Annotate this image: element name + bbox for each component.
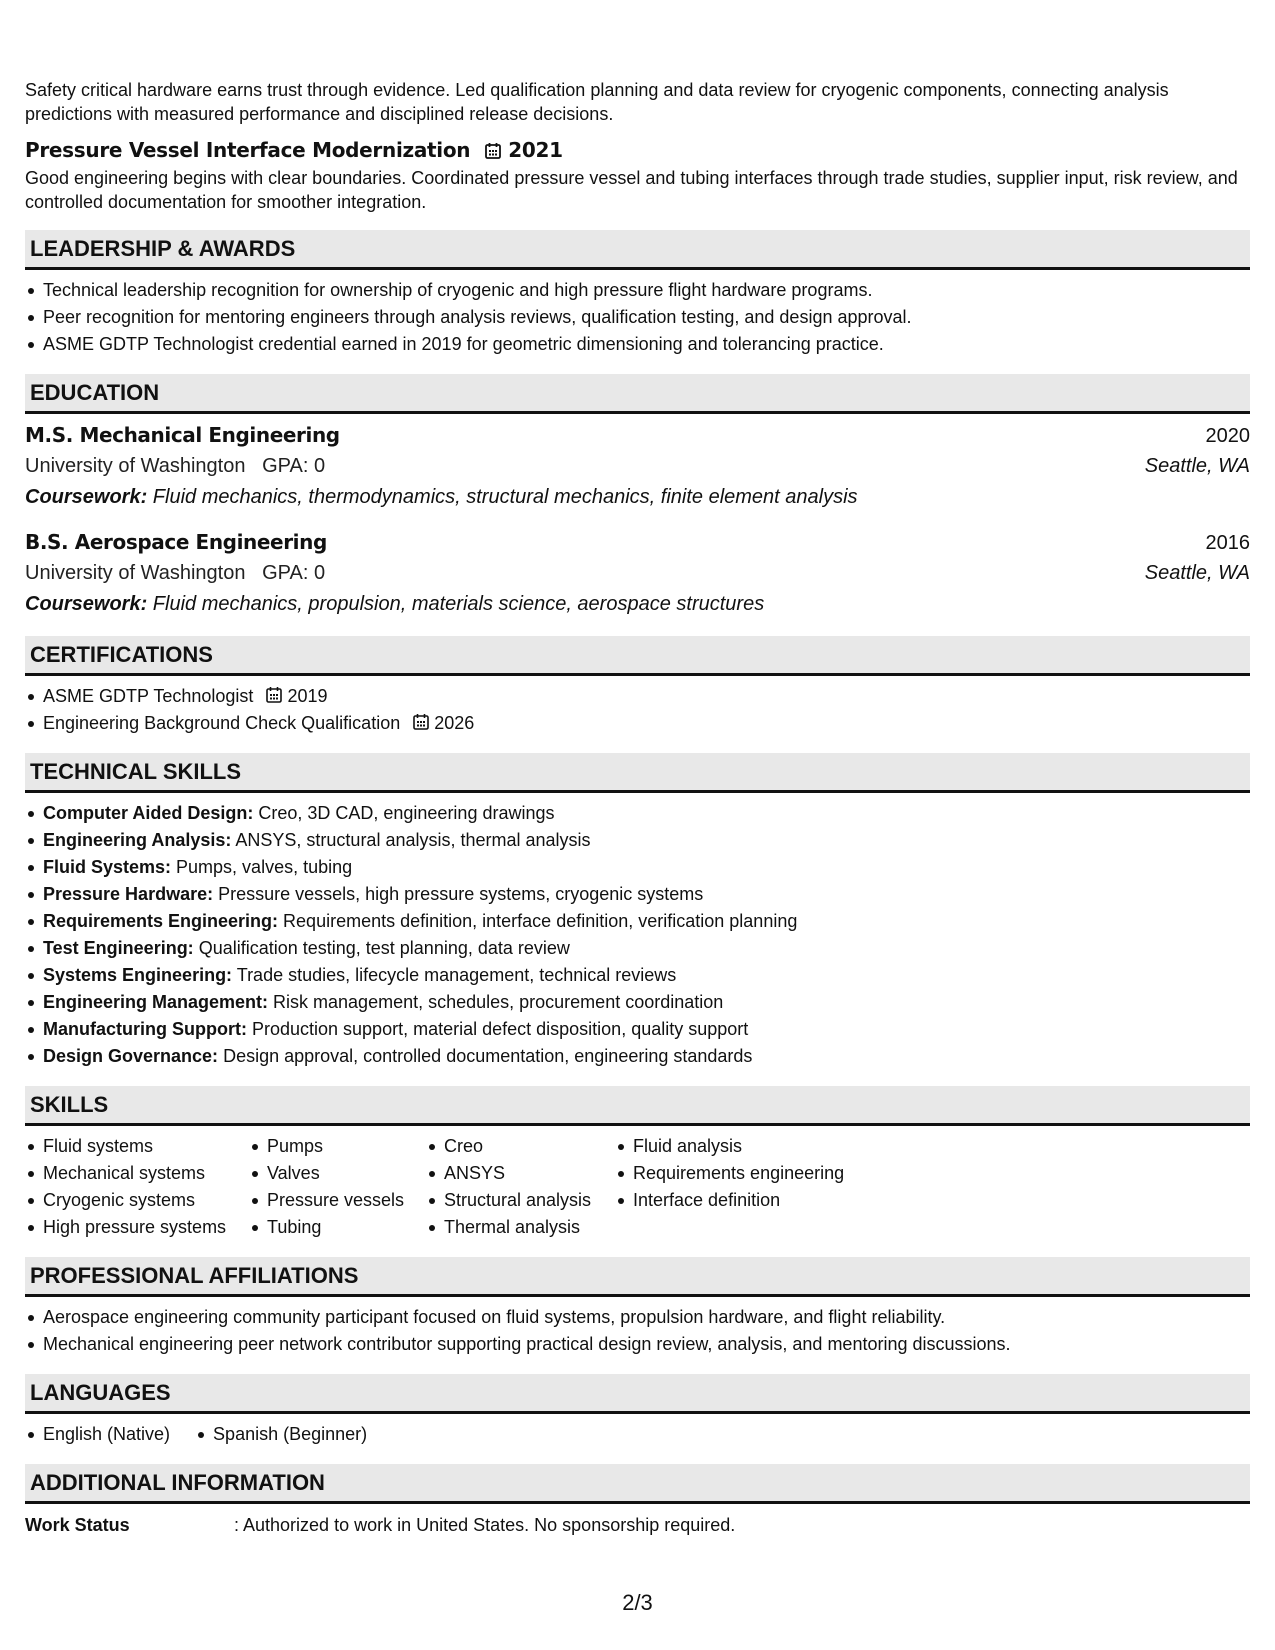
school: University of Washington GPA: 0 [25, 455, 326, 477]
list-item: Mechanical systems [25, 1160, 249, 1187]
education-entry [25, 527, 1250, 620]
skills-column [249, 1133, 426, 1241]
list-item: Peer recognition for mentoring engineers through analysis reviews, qualification testing, and design approval. [25, 304, 1250, 331]
section-header-technical-skills: TECHNICAL SKILLS [25, 753, 1250, 793]
list-item: Technical leadership recognition for ownership of cryogenic and high pressure flight hardware programs. [25, 277, 1250, 304]
leadership-list [25, 277, 1250, 358]
section-header-additional-info: ADDITIONAL INFORMATION [25, 1464, 1250, 1504]
list-item: Requirements engineering [615, 1160, 844, 1187]
work-status-row [25, 1513, 1250, 1537]
coursework [25, 588, 1250, 620]
page-number: 2/3 [622, 1590, 653, 1615]
skills-column [426, 1133, 615, 1241]
coursework-label: Coursework: [25, 486, 148, 508]
degree: B.S. Aerospace Engineering [25, 530, 327, 554]
list-item: ASME GDTP Technologist credential earned in 2019 for geometric dimensioning and tolerancing practice. [25, 331, 1250, 358]
project-year: 2021 [508, 138, 563, 162]
list-item: Fluid analysis [615, 1133, 844, 1160]
list-item [25, 854, 1250, 881]
calendar-icon [484, 142, 502, 160]
resume-page [25, 78, 1250, 1537]
graduation-year: 2016 [1205, 532, 1250, 554]
project-description: Good engineering begins with clear boundaries. Coordinated pressure vessel and tubing interfaces through trade studies, supplier input, risk review, and controlled documentation for smoother integration. [25, 168, 1238, 212]
list-item [25, 800, 1250, 827]
skill-values: Trade studies, lifecycle management, technical reviews [232, 965, 677, 985]
skill-values: Requirements definition, interface definition, verification planning [278, 911, 798, 931]
skill-values: Risk management, schedules, procurement coordination [268, 992, 724, 1012]
list-item: Pumps [249, 1133, 426, 1160]
list-item: Spanish (Beginner) [195, 1421, 367, 1448]
skill-values: Pumps, valves, tubing [171, 857, 353, 877]
list-item: Pressure vessels [249, 1187, 426, 1214]
section-header-education: EDUCATION [25, 374, 1250, 414]
list-item: Valves [249, 1160, 426, 1187]
coursework-text: Fluid mechanics, thermodynamics, structural mechanics, finite element analysis [147, 486, 858, 508]
project-title-row [25, 136, 1250, 164]
list-item [25, 935, 1250, 962]
skill-values: ANSYS, structural analysis, thermal analysis [231, 830, 591, 850]
certification-name: ASME GDTP Technologist [43, 686, 254, 706]
list-item: Mechanical engineering peer network contributor supporting practical design review, analysis, and mentoring discussions. [25, 1331, 1250, 1358]
list-item: Creo [426, 1133, 615, 1160]
affiliations-list [25, 1304, 1250, 1358]
list-item [25, 827, 1250, 854]
graduation-year: 2020 [1205, 425, 1250, 447]
skill-values: Design approval, controlled documentation, engineering standards [218, 1046, 753, 1066]
skill-category: Systems Engineering: [43, 965, 233, 985]
language-item-wrap [25, 1421, 170, 1448]
calendar-icon [412, 713, 430, 731]
language-item-wrap [195, 1421, 367, 1448]
list-item: Fluid systems [25, 1133, 249, 1160]
skill-values: Production support, material defect disposition, quality support [246, 1019, 749, 1039]
skill-category: Manufacturing Support: [43, 1019, 247, 1039]
list-item: ANSYS [426, 1160, 615, 1187]
work-status-label: Work Status [25, 1515, 130, 1535]
skill-values: Creo, 3D CAD, engineering drawings [253, 803, 555, 823]
skill-category: Pressure Hardware: [43, 884, 214, 904]
list-item [25, 1016, 1250, 1043]
degree: M.S. Mechanical Engineering [25, 423, 340, 447]
skill-values: Qualification testing, test planning, data review [193, 938, 570, 958]
skill-category: Test Engineering: [43, 938, 194, 958]
list-item [25, 683, 1250, 710]
list-item [25, 989, 1250, 1016]
location: Seattle, WA [1144, 562, 1250, 584]
list-item: High pressure systems [25, 1214, 249, 1241]
skill-category: Computer Aided Design: [43, 803, 254, 823]
project-title: Pressure Vessel Interface Modernization [25, 138, 471, 162]
skill-category: Design Governance: [43, 1046, 219, 1066]
list-item: Cryogenic systems [25, 1187, 249, 1214]
intro-paragraph: Safety critical hardware earns trust through evidence. Led qualification planning and data review for cryogenic components, connecting analysis predictions with measured performance and disciplined release decisions. [25, 80, 1169, 124]
skill-values: Pressure vessels, high pressure systems, cryogenic systems [213, 884, 704, 904]
skills-grid [25, 1133, 1250, 1241]
list-item [25, 1043, 1250, 1070]
list-item [25, 881, 1250, 908]
skill-category: Requirements Engineering: [43, 911, 279, 931]
skills-column [25, 1133, 249, 1241]
skill-category: Engineering Analysis: [43, 830, 232, 850]
certification-name: Engineering Background Check Qualification [43, 713, 401, 733]
coursework [25, 481, 1250, 513]
technical-skills-list [25, 800, 1250, 1070]
coursework-text: Fluid mechanics, propulsion, materials science, aerospace structures [147, 593, 765, 615]
section-header-certifications: CERTIFICATIONS [25, 636, 1250, 676]
skill-category: Engineering Management: [43, 992, 269, 1012]
coursework-label: Coursework: [25, 593, 148, 615]
school: University of Washington GPA: 0 [25, 562, 326, 584]
list-item: Tubing [249, 1214, 426, 1241]
certification-year: 2026 [434, 713, 475, 733]
section-header-affiliations: PROFESSIONAL AFFILIATIONS [25, 1257, 1250, 1297]
list-item: Structural analysis [426, 1187, 615, 1214]
list-item: Interface definition [615, 1187, 844, 1214]
languages-list [25, 1421, 1250, 1448]
list-item: English (Native) [25, 1421, 170, 1448]
section-header-skills: SKILLS [25, 1086, 1250, 1126]
skills-column [615, 1133, 844, 1241]
section-header-languages: LANGUAGES [25, 1374, 1250, 1414]
skill-category: Fluid Systems: [43, 857, 172, 877]
list-item: Aerospace engineering community participant focused on fluid systems, propulsion hardware, and flight reliability. [25, 1304, 1250, 1331]
list-item [25, 710, 1250, 737]
section-header-leadership: LEADERSHIP & AWARDS [25, 230, 1250, 270]
list-item: Thermal analysis [426, 1214, 615, 1241]
list-item [25, 962, 1250, 989]
location: Seattle, WA [1144, 455, 1250, 477]
education-entry [25, 420, 1250, 513]
calendar-icon [265, 686, 283, 704]
certifications-list [25, 683, 1250, 737]
list-item [25, 908, 1250, 935]
work-status-value: : Authorized to work in United States. No sponsorship required. [234, 1515, 736, 1535]
certification-year: 2019 [287, 686, 328, 706]
